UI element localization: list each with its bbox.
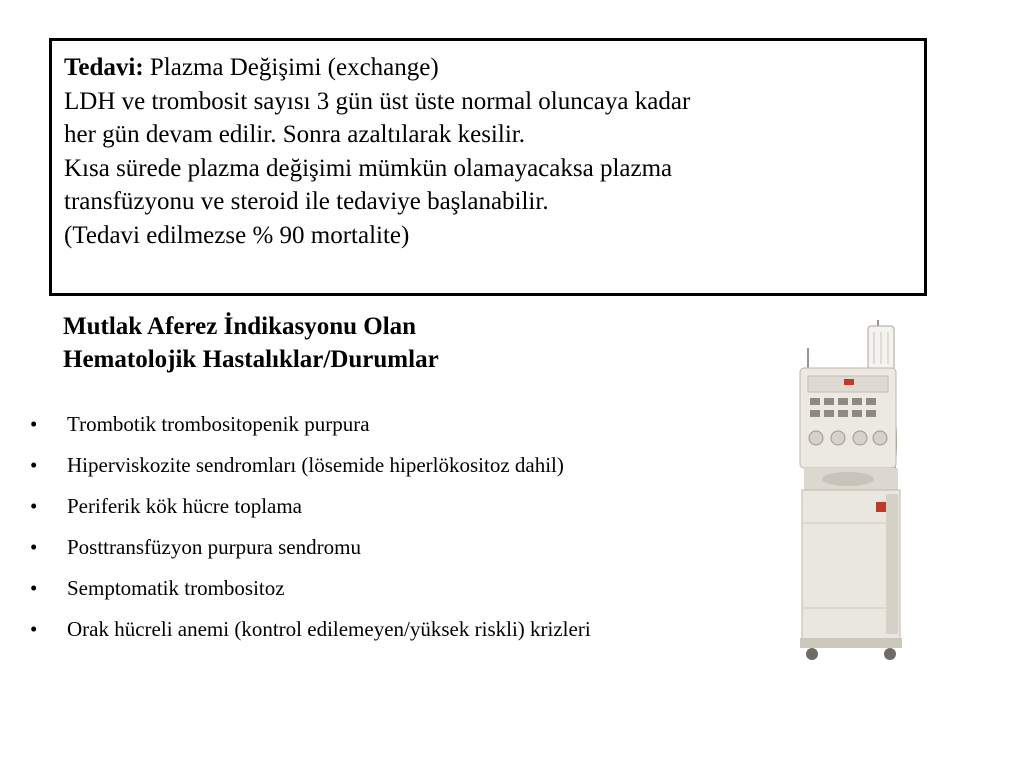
- section-heading-line-1: Mutlak Aferez İndikasyonu Olan: [63, 313, 417, 340]
- bullet-icon: •: [30, 617, 38, 641]
- list-item-text: Trombotik trombositopenik purpura: [67, 412, 370, 436]
- list-item-text: Semptomatik trombositoz: [67, 576, 285, 600]
- list-item: [30, 445, 790, 486]
- list-item: [30, 609, 790, 650]
- bullet-icon: •: [30, 453, 38, 477]
- list-item-text: Periferik kök hücre toplama: [67, 494, 302, 518]
- list-item: [30, 527, 790, 568]
- list-item-text: Hiperviskozite sendromları (lösemide hiperlökositoz dahil): [67, 453, 564, 477]
- apheresis-machine-icon: [790, 318, 940, 663]
- treatment-label: Tedavi:: [64, 54, 144, 81]
- bullet-icon: •: [30, 494, 38, 518]
- list-item-text: Orak hücreli anemi (kontrol edilemeyen/yüksek riskli) krizleri: [67, 617, 591, 641]
- treatment-title: [64, 51, 912, 85]
- treatment-title-text: Plazma Değişimi (exchange): [143, 54, 439, 81]
- treatment-line-3: Kısa sürede plazma değişimi mümkün olamayacaksa plazma: [64, 154, 673, 182]
- indication-list: [30, 404, 790, 650]
- bullet-icon: •: [30, 576, 38, 600]
- treatment-line-1: LDH ve trombosit sayısı 3 gün üst üste normal oluncaya kadar: [64, 87, 691, 115]
- list-item: [30, 568, 790, 609]
- list-item: [30, 486, 790, 527]
- section-heading: [63, 310, 439, 376]
- bullet-icon: •: [30, 535, 38, 559]
- treatment-line-2: her gün devam edilir. Sonra azaltılarak kesilir.: [64, 121, 525, 148]
- bullet-icon: •: [30, 412, 38, 436]
- treatment-line-5: (Tedavi edilmezse % 90 mortalite): [64, 221, 410, 249]
- list-item-text: Posttransfüzyon purpura sendromu: [67, 535, 361, 559]
- treatment-box: [49, 38, 927, 296]
- section-heading-line-2: Hematolojik Hastalıklar/Durumlar: [63, 346, 439, 373]
- treatment-line-4: transfüzyonu ve steroid ile tedaviye başlanabilir.: [64, 188, 549, 215]
- list-item: [30, 404, 790, 445]
